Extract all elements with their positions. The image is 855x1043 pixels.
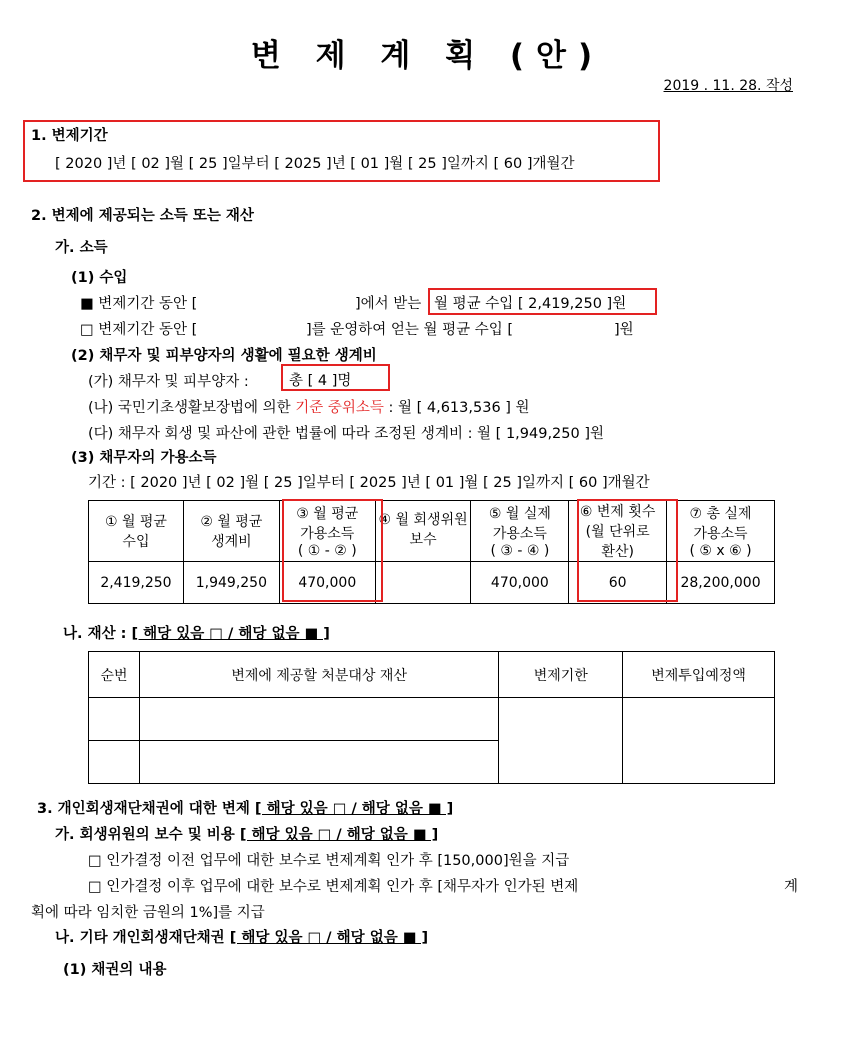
dependents-count: 총 [ 4 ]명 — [289, 373, 352, 389]
median-income-term: 기준 중위소득 — [295, 400, 384, 416]
income-line2-suffix: ]를 운영하여 얻는 월 평균 수입 [ — [306, 322, 514, 338]
asset-header-property: 변제에 제공할 처분대상 재산 — [139, 652, 498, 698]
assets-heading: 나. 재산 : [ 해당 있음 □ / 해당 없음 ■ ] — [63, 626, 330, 642]
other-claims-choice: [ 해당 있음 □ / 해당 없음 ■ ] — [229, 930, 429, 946]
other-claims-heading: 나. 기타 개인회생재단채권 [ 해당 있음 □ / 해당 없음 ■ ] — [55, 930, 429, 946]
adjusted-living-cost: (다) 채무자 회생 및 파산에 관한 법률에 따라 조정된 생계비 : 월 [ 1,949,250 ]원 — [88, 426, 605, 442]
document-date: 2019 . 11. 28. 작성 — [663, 78, 793, 94]
header-disposable: ③ 월 평균 가용소득 ( ① - ② ) — [279, 501, 375, 562]
monthly-income: 월 평균 수입 [ 2,419,250 ]원 — [434, 296, 627, 312]
disposable-income-heading: (3) 채무자의 가용소득 — [71, 450, 217, 466]
header-total-disposable: ⑦ 총 실제 가용소득 ( ⑤ x ⑥ ) — [667, 501, 775, 562]
fee-after-approval-wrap: 계 — [784, 879, 799, 895]
highlight-box-repayment-column — [577, 499, 678, 602]
asset-table — [88, 651, 775, 784]
value-disposable: 470,000 — [279, 562, 375, 604]
value-trustee-fee — [375, 562, 471, 604]
value-actual-disposable: 470,000 — [471, 562, 569, 604]
dependents-label: (가) 채무자 및 피부양자 : — [88, 374, 249, 390]
fee-before-approval: □ 인가결정 이전 업무에 대한 보수로 변제계획 인가 후 [150,000]원을 지급 — [88, 853, 570, 869]
section2-sub-income: 가. 소득 — [55, 240, 108, 256]
disposable-period: 기간 : [ 2020 ]년 [ 02 ]월 [ 25 ]일부터 [ 2025 ]년 [ 01 ]월 [ 25 ]일까지 [ 60 ]개월간 — [88, 475, 650, 491]
asset-header-amount: 변제투입예정액 — [623, 652, 775, 698]
section2-heading: 2. 변제에 제공되는 소득 또는 재산 — [31, 208, 254, 224]
asset-cell — [139, 741, 498, 784]
income-line1-mid: ]에서 받는 — [355, 296, 422, 312]
value-repayment-count: 60 — [569, 562, 667, 604]
section3-choice: [ 해당 있음 □ / 해당 없음 ■ ] — [254, 801, 454, 817]
header-repayment-count: ⑥ 변제 횟수 (월 단위로 환산) — [569, 501, 667, 562]
header-monthly-income: ① 월 평균 수입 — [89, 501, 184, 562]
living-cost-heading: (2) 채무자 및 피부양자의 생활에 필요한 생계비 — [71, 348, 377, 364]
income-heading: (1) 수입 — [71, 270, 128, 286]
asset-header-no: 순번 — [89, 652, 140, 698]
value-monthly-income: 2,419,250 — [89, 562, 184, 604]
asset-cell — [89, 698, 140, 741]
header-actual-disposable: ⑤ 월 실제 가용소득 ( ③ - ④ ) — [471, 501, 569, 562]
median-income-value: : 월 [ 4,613,536 ] 원 — [388, 400, 530, 416]
page-title: 변 제 계 획 (안) — [250, 38, 605, 74]
fee-after-approval-cont: 획에 따라 임치한 금원의 1%]를 지급 — [31, 905, 265, 921]
repayment-period: [ 2020 ]년 [ 02 ]월 [ 25 ]일부터 [ 2025 ]년 [ 01 ]월 [ 25 ]일까지 [ 60 ]개월간 — [55, 156, 575, 172]
income-line2-end: ]원 — [614, 322, 634, 338]
claim-content-heading: (1) 채권의 내용 — [63, 962, 167, 978]
income-line2-prefix: □ 변제기간 동안 [ — [80, 322, 198, 338]
value-total-disposable: 28,200,000 — [667, 562, 775, 604]
value-living-cost: 1,949,250 — [183, 562, 279, 604]
fee-after-approval: □ 인가결정 이후 업무에 대한 보수로 변제계획 인가 후 [채무자가 인가된 변제 — [88, 879, 579, 895]
section1-heading: 1. 변제기간 — [31, 128, 108, 144]
section3-heading: 3. 개인회생재단채권에 대한 변제 [ 해당 있음 □ / 해당 없음 ■ ] — [37, 801, 454, 817]
asset-table-row — [89, 698, 775, 741]
asset-cell — [139, 698, 498, 741]
asset-table-header-row — [89, 652, 775, 698]
header-trustee-fee: ④ 월 회생위원 보수 — [375, 501, 471, 562]
asset-cell — [89, 741, 140, 784]
header-living-cost: ② 월 평균 생계비 — [183, 501, 279, 562]
trustee-fee-heading: 가. 회생위원의 보수 및 비용 [ 해당 있음 □ / 해당 없음 ■ ] — [55, 827, 439, 843]
asset-cell — [499, 698, 623, 784]
asset-cell — [623, 698, 775, 784]
median-income-line — [88, 396, 530, 417]
trustee-fee-choice: [ 해당 있음 □ / 해당 없음 ■ ] — [239, 827, 439, 843]
median-income-prefix: (나) 국민기초생활보장법에 의한 — [88, 400, 291, 416]
income-line1-prefix: ■ 변제기간 동안 [ — [80, 296, 198, 312]
highlight-box-disposable-column — [282, 499, 383, 602]
asset-header-deadline: 변제기한 — [499, 652, 623, 698]
assets-choice: [ 해당 있음 □ / 해당 없음 ■ ] — [131, 626, 330, 642]
